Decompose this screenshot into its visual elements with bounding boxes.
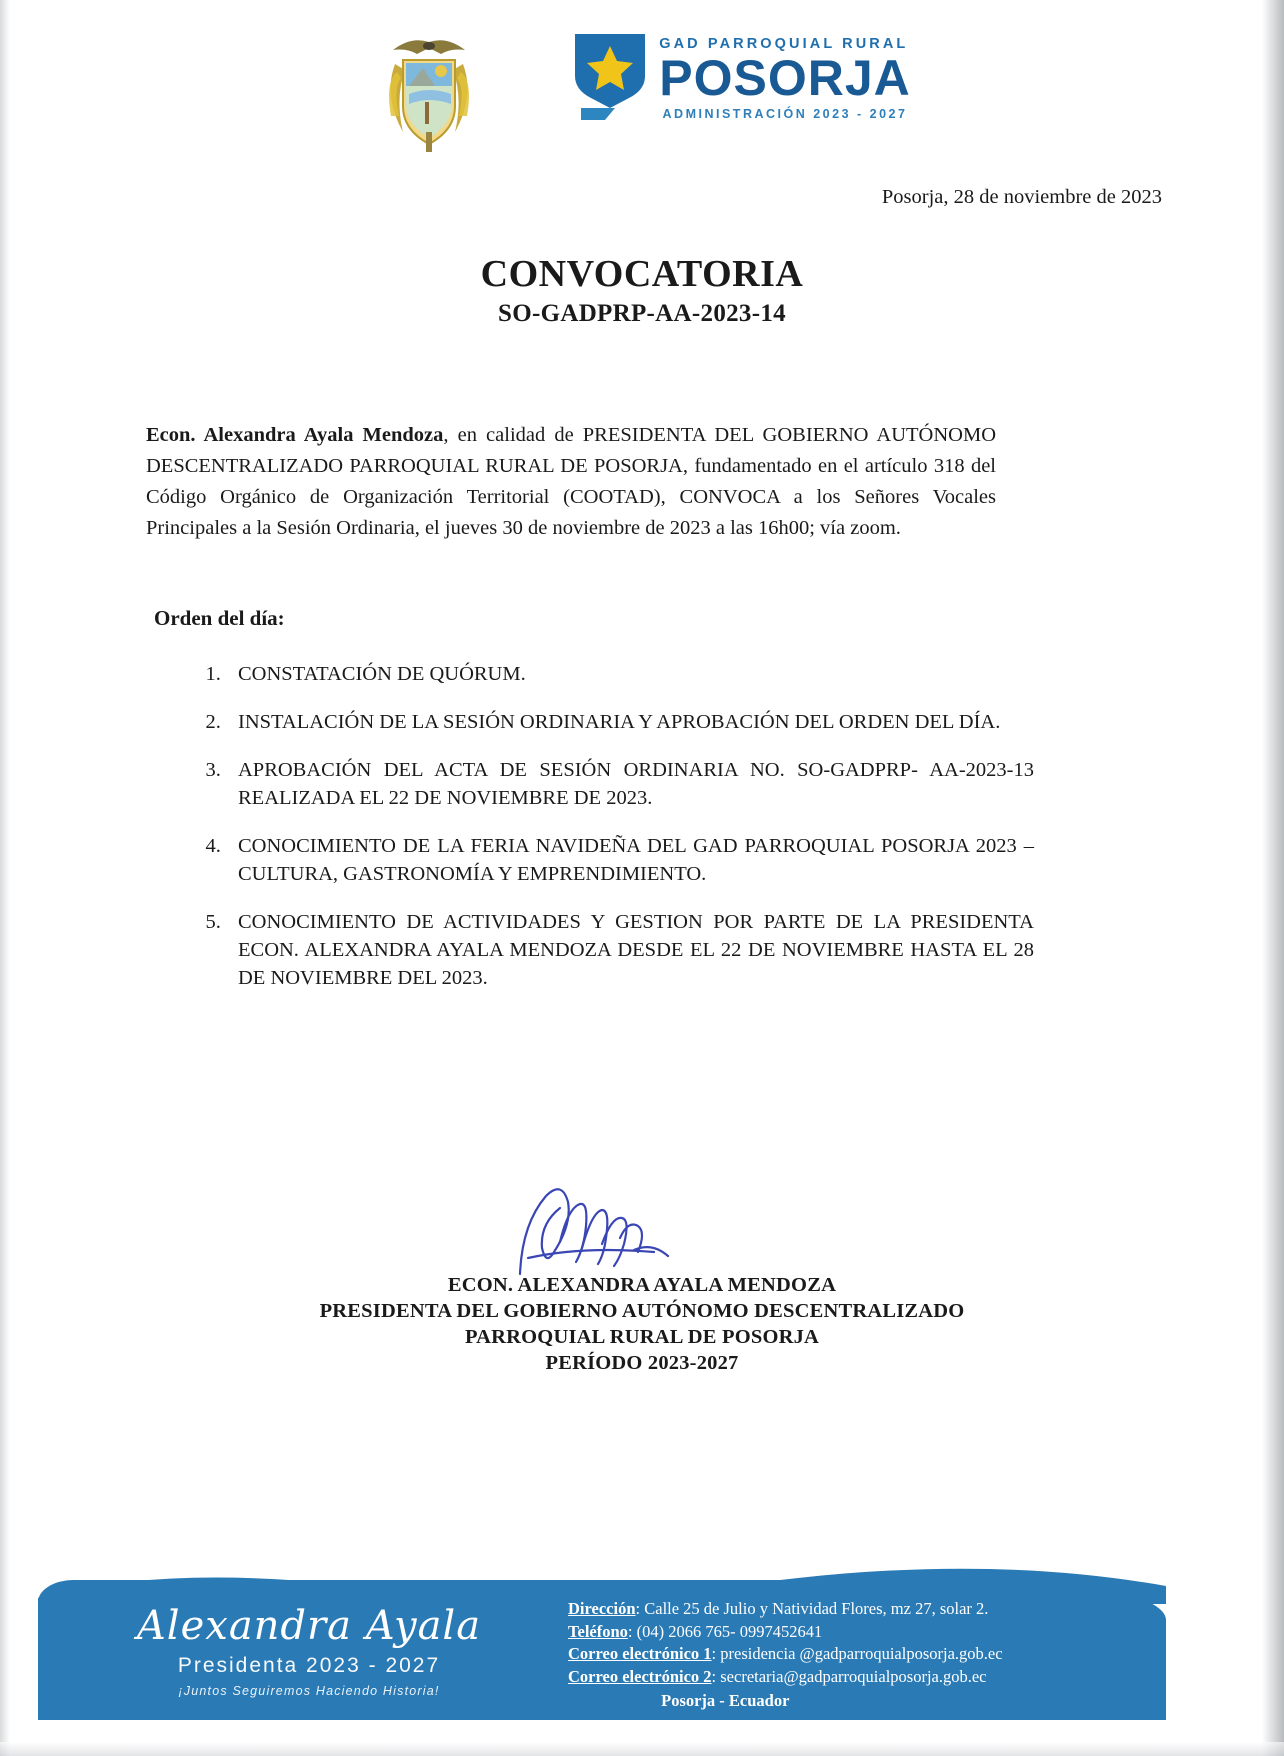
footer-email2-value[interactable]: secretaria@gadparroquialposorja.gob.ec bbox=[720, 1666, 987, 1686]
footer-email2-row: Correo electrónico 2: secretaria@gadparroquialposorja.gob.ec bbox=[568, 1666, 987, 1686]
footer-banner bbox=[38, 1580, 1166, 1720]
footer-slogan: ¡Juntos Seguiremos Haciendo Historia! bbox=[178, 1684, 440, 1698]
footer-email1-label: Correo electrónico 1 bbox=[568, 1644, 712, 1663]
list-item: 2. INSTALACIÓN DE LA SESIÓN ORDINARIA Y APROBACIÓN DEL ORDEN DEL DÍA. bbox=[226, 708, 1034, 736]
footer-address-value: Calle 25 de Julio y Natividad Flores, mz 27, solar 2. bbox=[644, 1599, 989, 1618]
footer-address-label: Dirección bbox=[568, 1599, 636, 1618]
list-item: 3. APROBACIÓN DEL ACTA DE SESIÓN ORDINARIA NO. SO-GADPRP- AA-2023-13 REALIZADA EL 22 DE NOVIEMBRE DE 2023. bbox=[226, 756, 1034, 812]
letterhead bbox=[0, 24, 1284, 164]
footer-phone-label: Teléfono bbox=[568, 1621, 628, 1641]
footer-signature-role: Presidenta 2023 - 2027 bbox=[177, 1654, 441, 1677]
signature-block bbox=[0, 1272, 1284, 1376]
footer-city: Posorja - Ecuador bbox=[661, 1691, 790, 1710]
signature-line-3: PARROQUIAL RURAL DE POSORJA bbox=[464, 1326, 820, 1348]
signature-line-2: PRESIDENTA DEL GOBIERNO AUTÓNOMO DESCENTRALIZADO bbox=[319, 1300, 965, 1322]
signature-line-1: ECON. ALEXANDRA AYALA MENDOZA bbox=[447, 1274, 837, 1296]
footer-email1-value[interactable]: presidencia @gadparroquialposorja.gob.ec bbox=[720, 1644, 1003, 1663]
footer-signature-name: Alexandra Ayala bbox=[136, 1603, 482, 1649]
agenda-list bbox=[188, 660, 1034, 1012]
footer-phone-value: (04) 2066 765- 0997452641 bbox=[636, 1621, 823, 1641]
footer-address-row: Dirección: Calle 25 de Julio y Natividad Flores, mz 27, solar 2. bbox=[568, 1599, 989, 1618]
footer-email1-row: Correo electrónico 1: presidencia @gadparroquialposorja.gob.ec bbox=[568, 1644, 1003, 1663]
intro-paragraph-text: , en calidad de PRESIDENTA DEL GOBIERNO AUTÓNOMO DESCENTRALIZADO PARROQUIAL RURAL DE POSORJA, fundamentado en el artículo 318 del Código Orgánico de Organización Territorial (COOTAD), CONVOCA a los Señores Vocales Principales a la Sesión Ordinaria, el jueves 30 de noviembre de 2023 a las 16h00; vía zoom. bbox=[146, 424, 996, 539]
footer-phone-row: Teléfono: (04) 2066 765- 0997452641 bbox=[568, 1621, 823, 1641]
gad-logo bbox=[571, 24, 911, 124]
list-item: 5. CONOCIMIENTO DE ACTIVIDADES Y GESTION POR PARTE DE LA PRESIDENTA ECON. ALEXANDRA AYALA MENDOZA DESDE EL 22 DE NOVIEMBRE HASTA EL 28 DE NOVIEMBRE DEL 2023. bbox=[226, 908, 1034, 992]
coat-of-arms-icon bbox=[373, 24, 485, 156]
page-edge-bottom bbox=[0, 1742, 1284, 1756]
document-date: Posorja, 28 de noviembre de 2023 bbox=[881, 186, 1162, 208]
footer-contact-info bbox=[568, 1598, 1003, 1713]
star-badge-icon bbox=[571, 28, 649, 124]
document-title: CONVOCATORIA bbox=[480, 253, 804, 295]
list-item: 4. CONOCIMIENTO DE LA FERIA NAVIDEÑA DEL GAD PARROQUIAL POSORJA 2023 – CULTURA, GASTRONOMÍA Y EMPRENDIMIENTO. bbox=[226, 832, 1034, 888]
brand-main-label: POSORJA bbox=[659, 50, 911, 106]
agenda-heading: Orden del día: bbox=[154, 606, 285, 630]
document-reference-number: SO-GADPRP-AA-2023-14 bbox=[498, 300, 786, 327]
signature-line-4: PERÍODO 2023-2027 bbox=[545, 1352, 739, 1374]
intro-paragraph bbox=[146, 420, 996, 544]
list-item: 1. CONSTATACIÓN DE QUÓRUM. bbox=[226, 660, 1034, 688]
footer-email2-label: Correo electrónico 2 bbox=[568, 1666, 712, 1686]
brand-sub-label: ADMINISTRACIÓN 2023 - 2027 bbox=[662, 107, 908, 121]
footer-signature bbox=[134, 1604, 484, 1698]
brand-top-label: GAD PARROQUIAL RURAL bbox=[659, 36, 909, 52]
president-name: Econ. Alexandra Ayala Mendoza bbox=[146, 424, 444, 446]
